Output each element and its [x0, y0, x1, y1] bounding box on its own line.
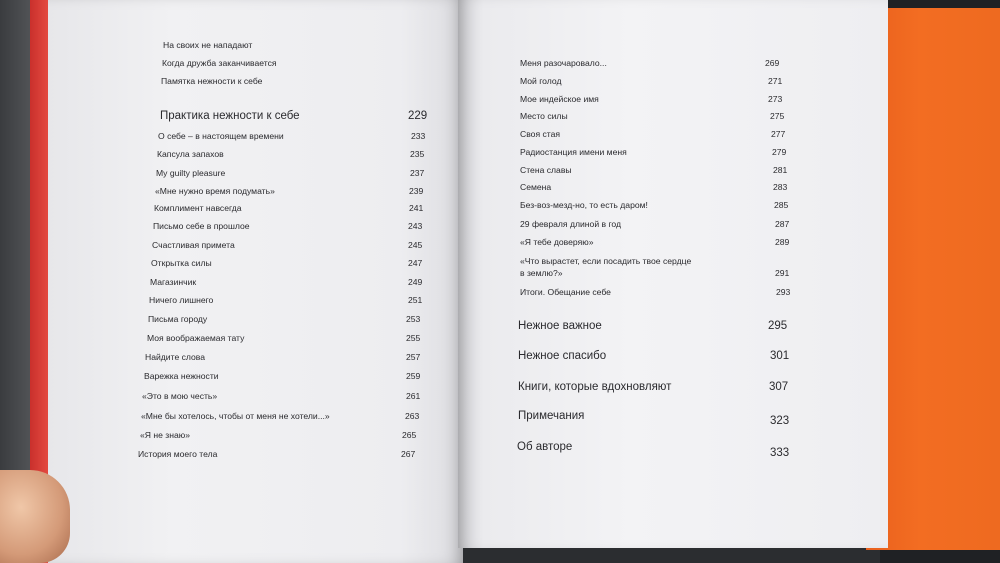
toc-page: 237 [410, 168, 425, 178]
toc-title: Радиостанция имени меня [520, 147, 627, 157]
toc-page: 247 [408, 258, 423, 268]
toc-title: Мой голод [520, 76, 562, 86]
toc-page: 255 [406, 333, 421, 343]
toc-title: «Я не знаю» [140, 430, 190, 440]
toc-page: 267 [401, 449, 416, 459]
toc-page: 241 [409, 203, 424, 213]
toc-page: 249 [408, 277, 423, 287]
toc-title: Практика нежности к себе [160, 110, 300, 122]
toc-page: 229 [408, 110, 428, 122]
toc-page: 233 [411, 131, 426, 141]
toc-title: Нежное важное [518, 320, 602, 332]
toc-title: «Мне нужно время подумать» [155, 186, 275, 196]
toc-title: Открытка силы [151, 258, 212, 268]
toc-page: 283 [773, 182, 788, 192]
toc-page: 285 [774, 200, 789, 210]
toc-title: Счастливая примета [152, 240, 235, 250]
left-page [48, 0, 463, 563]
toc-title: Моя воображаемая тату [147, 333, 245, 343]
toc-page: 279 [772, 147, 787, 157]
toc-page: 275 [770, 111, 785, 121]
toc-page: 263 [405, 411, 420, 421]
toc-page: 245 [408, 240, 423, 250]
toc-page: 265 [402, 430, 417, 440]
toc-title: Своя стая [520, 129, 561, 139]
toc-page: 323 [770, 415, 790, 427]
right-page [458, 0, 888, 548]
toc-title: Памятка нежности к себе [161, 76, 263, 86]
toc-title: Об авторе [517, 441, 573, 453]
toc-page: 273 [768, 94, 783, 104]
toc-page: 277 [771, 129, 786, 139]
toc-title: Примечания [518, 410, 585, 422]
toc-page: 251 [408, 295, 423, 305]
toc-page: 333 [770, 447, 790, 459]
toc-title: Меня разочаровало... [520, 58, 607, 68]
toc-title: 29 февраля длиной в год [520, 219, 622, 229]
toc-title: Найдите слова [145, 352, 206, 362]
toc-title: Письмо себе в прошлое [153, 221, 250, 231]
thumb [0, 470, 70, 563]
toc-title: «Мне бы хотелось, чтобы от меня не хотели...» [141, 411, 330, 421]
toc-title: «Что вырастет, если посадить твое сердце [520, 256, 692, 266]
toc-title: Капсула запахов [157, 149, 224, 159]
toc-title: Когда дружба заканчивается [162, 58, 277, 68]
toc-title: Письма городу [148, 314, 208, 324]
toc-title: На своих не нападают [163, 40, 253, 50]
toc-page: 269 [765, 58, 780, 68]
toc-title: Магазинчик [150, 277, 197, 287]
toc-title: Книги, которые вдохновляют [518, 381, 672, 393]
toc-title: Мое индейское имя [520, 94, 599, 104]
toc-page: 253 [406, 314, 421, 324]
toc-title: My guilty pleasure [156, 168, 226, 178]
toc-page: 239 [409, 186, 424, 196]
toc-title: Ничего лишнего [149, 295, 214, 305]
toc-title: Семена [520, 182, 552, 192]
toc-title: Итоги. Обещание себе [520, 287, 611, 297]
toc-title: Комплимент навсегда [154, 203, 242, 213]
toc-page: 243 [408, 221, 423, 231]
toc-title: «Это в мою честь» [142, 391, 218, 401]
toc-page: 281 [773, 165, 788, 175]
toc-page: 235 [410, 149, 425, 159]
toc-page: 287 [775, 219, 790, 229]
toc-page: 295 [768, 320, 788, 332]
toc-page: 257 [406, 352, 421, 362]
toc-page: 291 [775, 268, 790, 278]
toc-title: Без-воз-мезд-но, то есть даром! [520, 200, 648, 210]
toc-page: 289 [775, 237, 790, 247]
toc-title: Нежное спасибо [518, 350, 607, 362]
toc-title: Стена славы [520, 165, 572, 175]
toc-title: Место силы [520, 111, 568, 121]
toc-title: «Я тебе доверяю» [520, 237, 594, 247]
toc-page: 307 [769, 381, 789, 393]
toc-page: 271 [768, 76, 783, 86]
toc-page: 261 [406, 391, 421, 401]
toc-page: 301 [770, 350, 790, 362]
toc-title: в землю?» [520, 268, 563, 278]
toc-page: 259 [406, 371, 421, 381]
toc-title: О себе – в настоящем времени [158, 131, 284, 141]
toc-title: Варежка нежности [144, 371, 219, 381]
toc-title: История моего тела [138, 449, 218, 459]
toc-page: 293 [776, 287, 791, 297]
